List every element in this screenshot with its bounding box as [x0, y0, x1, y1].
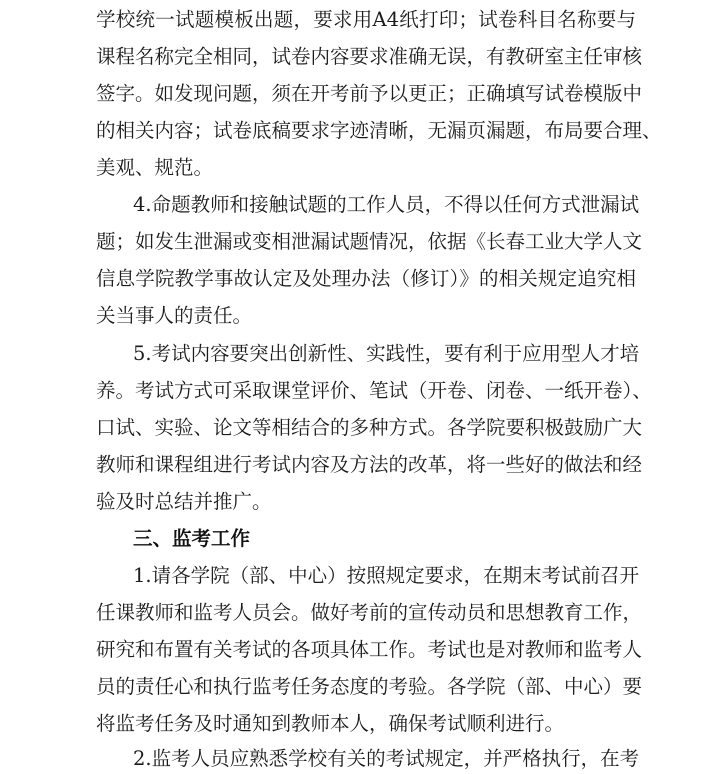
text-line: 学校统一试题模板出题，要求用A4纸打印；试卷科目名称要与: [96, 8, 636, 31]
text-line: 2.监考人员应熟悉学校有关的考试规定，并严格执行，在考: [133, 747, 640, 770]
text-line: 员的责任心和执行监考任务态度的考验。各学院（部、中心）要: [96, 675, 643, 698]
text-line: 关当事人的责任。: [96, 304, 253, 327]
text-line: 将监考任务及时通知到教师本人，确保考试顺利进行。: [96, 712, 565, 735]
text-line: 4.命题教师和接触试题的工作人员，不得以任何方式泄漏试: [133, 193, 640, 216]
text-line: 签字。如发现问题，须在开考前予以更正；正确填写试卷模版中: [96, 82, 643, 105]
text-line: 美观、规范。: [96, 156, 214, 179]
text-line: 任课教师和监考人员会。做好考前的宣传动员和思想教育工作，: [96, 601, 643, 624]
text-line: 课程名称完全相同，试卷内容要求准确无误，有教研室主任审核: [96, 45, 643, 68]
section-heading: 三、监考工作: [133, 527, 251, 550]
text-line: 养。考试方式可采取课堂评价、笔试（开卷、闭卷、一纸开卷）、: [96, 379, 652, 402]
text-line: 题；如发生泄漏或变相泄漏试题情况，依据《长春工业大学人文: [96, 230, 643, 253]
text-line: 教师和课程组进行考试内容及方法的改革，将一些好的做法和经: [96, 453, 643, 476]
text-line: 口试、实验、论文等相结合的多种方式。各学院要积极鼓励广大: [96, 416, 643, 439]
text-line: 5.考试内容要突出创新性、实践性，要有利于应用型人才培: [133, 342, 640, 365]
text-line: 的相关内容；试卷底稿要求字迹清晰，无漏页漏题，布局要合理、: [96, 119, 662, 142]
text-line: 验及时总结并推广。: [96, 490, 272, 513]
text-line: 研究和布置有关考试的各项具体工作。考试也是对教师和监考人: [96, 638, 643, 661]
text-line: 1.请各学院（部、中心）按照规定要求，在期末考试前召开: [133, 564, 640, 587]
text-line: 信息学院教学事故认定及处理办法（修订）》的相关规定追究相: [96, 267, 636, 290]
